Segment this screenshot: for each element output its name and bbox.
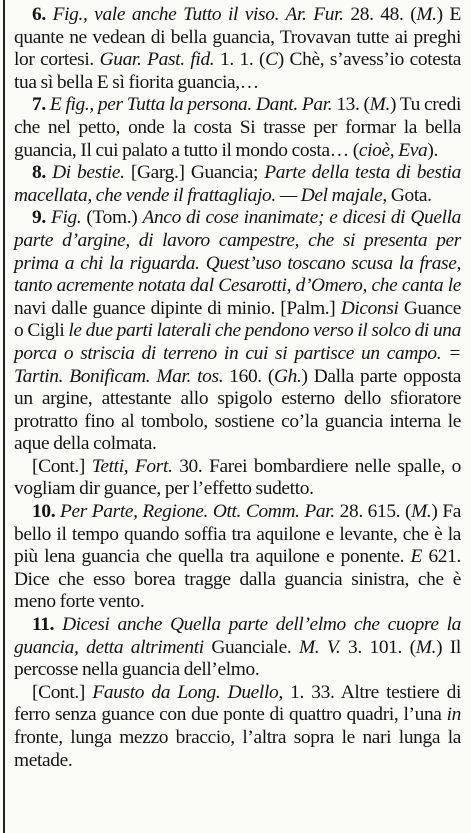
entry-text: ) Chè, s’avess’io cotesta tua sì bella E sì fiorita guancia,…	[14, 49, 461, 93]
entry-11-cont	[14, 682, 461, 772]
entry-text: 1. 33. Altre testiere di ferro senza guance con due ponte di quattro quadri, l’una	[14, 681, 462, 726]
entry-text: 28. 48. (	[343, 4, 417, 25]
entry-text: ) Fa bello il tempo quando soffia tra aquilone e levante, che è la più lena guancia che quella tra aquilone e ponente.	[14, 501, 462, 568]
entry-9-cont	[14, 456, 461, 501]
entry-number: 7.	[32, 94, 46, 116]
entry-text: 1. 1. (	[214, 49, 266, 71]
italic-text: Guar. Past. fid.	[99, 49, 215, 71]
entry-text: 30. Farei bombardiere nelle spalle, o vogliam dir guance, per l’effetto sudetto.	[14, 455, 461, 500]
entry-text: (Tom.)	[81, 207, 143, 229]
italic-text: Fig., vale anche Tutto il viso. Ar. Fur.	[52, 4, 344, 25]
italic-text: M.	[416, 4, 437, 25]
entry-text: 3. 101. (	[340, 636, 416, 658]
italic-text: le due parti laterali che pendono verso il solco di una porca o striscia di terreno in cui si partisce un campo. = Tartin. Bonificam. Mar. tos.	[14, 320, 461, 387]
entry-number: 6.	[32, 4, 46, 25]
entry-text	[54, 614, 62, 635]
entry-text: ) Il percosse nella guancia dell’elmo.	[14, 636, 461, 681]
entry-number: 8.	[32, 162, 46, 184]
italic-text: Fig.	[50, 207, 82, 229]
italic-text: E	[410, 546, 423, 568]
italic-text: cioè, Eva	[358, 139, 428, 161]
italic-text: in	[446, 704, 461, 726]
italic-text: Di bestie.	[52, 162, 125, 184]
italic-text: E fig., per Tutta la persona. Dant. Par.	[49, 94, 333, 116]
entry-text: [Cont.]	[32, 455, 92, 477]
entry-6	[14, 4, 461, 94]
entry-text: ).	[427, 139, 438, 161]
entry-text: Guanciale.	[203, 636, 299, 658]
italic-text: Fausto da Long. Duello,	[92, 681, 283, 703]
italic-text: Per Parte, Regione. Ott. Comm. Par.	[60, 501, 335, 523]
italic-text: M.	[411, 501, 432, 523]
entry-text: navi dalle guance dipinte di minio. [Palm.]	[14, 297, 341, 319]
italic-text: M.	[369, 94, 390, 116]
entries-column	[14, 4, 461, 772]
entry-text: [Garg.] Guancia;	[124, 162, 265, 184]
entry-11	[14, 614, 461, 682]
entry-text: [Cont.]	[32, 681, 93, 703]
entry-text: 13. (	[332, 94, 370, 116]
entry-text: fronte, lunga mezzo braccio, l’altra sopra le nari lunga la metade.	[14, 727, 461, 771]
margin-rule	[3, 0, 5, 833]
entry-9	[14, 207, 461, 456]
entry-text: ) Dalla parte opposta un argine, attestante allo spigolo esterno dello sfioratore protratto fino al tombolo, sostiene co’la guancia interna le aque della colmata.	[14, 365, 461, 455]
entry-text: 621. Dice che esso borea tragge dalla guancia sinistra, che è meno forte vento.	[14, 546, 461, 613]
entry-8	[14, 162, 461, 207]
italic-text: Diconsi	[340, 297, 399, 319]
entry-text: , Gota.	[382, 184, 432, 206]
entry-number: 11.	[32, 614, 55, 636]
entry-text: ) Tu credi che nel petto, onde la costa Si trasse per formar la bella guancia, Il cui palato a tutto il mondo costa… (	[14, 94, 462, 161]
entry-text: ) E quante ne vedean di bella guancia, Trovavan tutte ai preghi lor cortesi.	[14, 4, 461, 71]
entry-text: Guance o Cigli	[14, 297, 461, 342]
italic-text: Anco di cose inanimate; e dicesi di Quella parte d’argine, di lavoro campestre, che si presenta per prima a chi la riguarda. Quest’uso toscano scusa la frase, tanto acremente notata dal Cesarotti, d’Omero, che canta le	[14, 207, 461, 297]
entry-number: 9.	[32, 207, 46, 229]
italic-text: C	[265, 49, 278, 71]
entry-text	[46, 4, 53, 25]
entry-text: 28. 615. (	[334, 501, 412, 523]
italic-text: M.	[415, 636, 437, 658]
italic-text: Tetti, Fort.	[91, 455, 173, 477]
italic-text: Dicesi anche Quella parte dell’elmo che cuopre la guancia, detta altrimenti	[14, 614, 462, 658]
entry-text: 160. (	[223, 365, 274, 387]
entry-7	[14, 94, 461, 162]
italic-text: Parte della testa di bestia macellata, che vende il frattagliajo. — Del majale	[14, 162, 461, 206]
entry-number: 10.	[32, 501, 56, 523]
italic-text: M. V.	[298, 636, 341, 658]
italic-text: Gh.	[274, 365, 302, 387]
entry-10	[14, 501, 461, 614]
